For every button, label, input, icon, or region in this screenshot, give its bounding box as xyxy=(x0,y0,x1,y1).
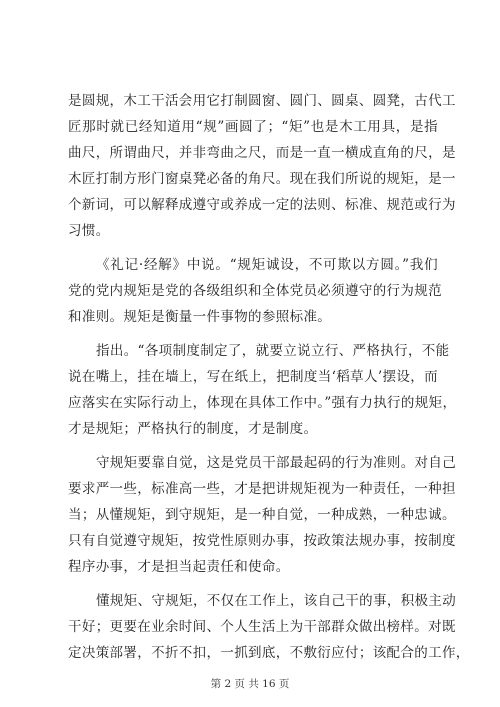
text-line: 只有自觉遵守规矩，按党性原则办事，按政策法规办事，按制度 xyxy=(68,533,456,549)
text-line: 要求严一些，标准高一些，才是把讲规矩视为一种责任，一种担 xyxy=(68,481,456,497)
text-line: 曲尺，所谓曲尺，并非弯曲之尺，而是一直一横成直角的尺，是 xyxy=(68,145,456,161)
text-line: 说在嘴上，挂在墙上，写在纸上，把制度当‘稻草人’摆设，而 xyxy=(68,369,438,385)
document-body xyxy=(68,88,470,666)
text-line: 个新词，可以解释成遵守或养成一定的法则、标准、规范或行为 xyxy=(68,197,456,213)
paragraph xyxy=(68,88,456,244)
text-line: 守规矩要靠自觉，这是党员干部最起码的行为准则。对自己 xyxy=(96,455,457,471)
text-line: 懂规矩、守规矩，不仅在工作上，该自己干的事，积极主动 xyxy=(96,593,457,609)
text-line: 干好；更要在业余时间、个人生活上为干部群众做出榜样。对既 xyxy=(68,619,456,635)
paragraph xyxy=(68,338,457,442)
page-number-footer: 第 2 页 共 16 页 xyxy=(210,678,290,690)
text-line: 是圆规，木工干活会用它打制圆窗、圆门、圆桌、圆凳，古代工 xyxy=(68,93,456,109)
text-line: 应落实在实际行动上，体现在具体工作中。”强有力执行的规矩， xyxy=(68,395,457,411)
text-line: 木匠打制方形门窗桌凳必备的角尺。现在我们所说的规矩，是一 xyxy=(68,171,456,187)
paragraph xyxy=(68,588,470,666)
text-line: 习惯。 xyxy=(68,223,110,239)
paragraph xyxy=(68,450,457,580)
text-line: 和准则。规矩是衡量一件事物的参照标准。 xyxy=(68,309,332,325)
text-line: 程序办事，才是担当起责任和使命。 xyxy=(68,559,290,575)
text-line: 当；从懂规矩，到守规矩，是一种自觉，一种成熟，一种忠诚。 xyxy=(68,507,456,523)
paragraph xyxy=(68,252,442,330)
text-line: 《礼记·经解》中说。“规矩诚设，不可欺以方圆。”我们 xyxy=(96,257,438,273)
text-line: 匠那时就已经知道用“规”画圆了；“矩”也是木工用具，是指 xyxy=(68,119,438,135)
text-line: 指出。“各项制度制定了，就要立说立行、严格执行，不能 xyxy=(96,343,450,359)
text-line: 党的党内规矩是党的各级组织和全体党员必须遵守的行为规范 xyxy=(68,283,442,299)
text-line: 才是规矩；严格执行的制度，才是制度。 xyxy=(68,421,318,437)
text-line: 定决策部署，不折不扣，一抓到底，不敷衍应付；该配合的工作， xyxy=(68,645,470,661)
